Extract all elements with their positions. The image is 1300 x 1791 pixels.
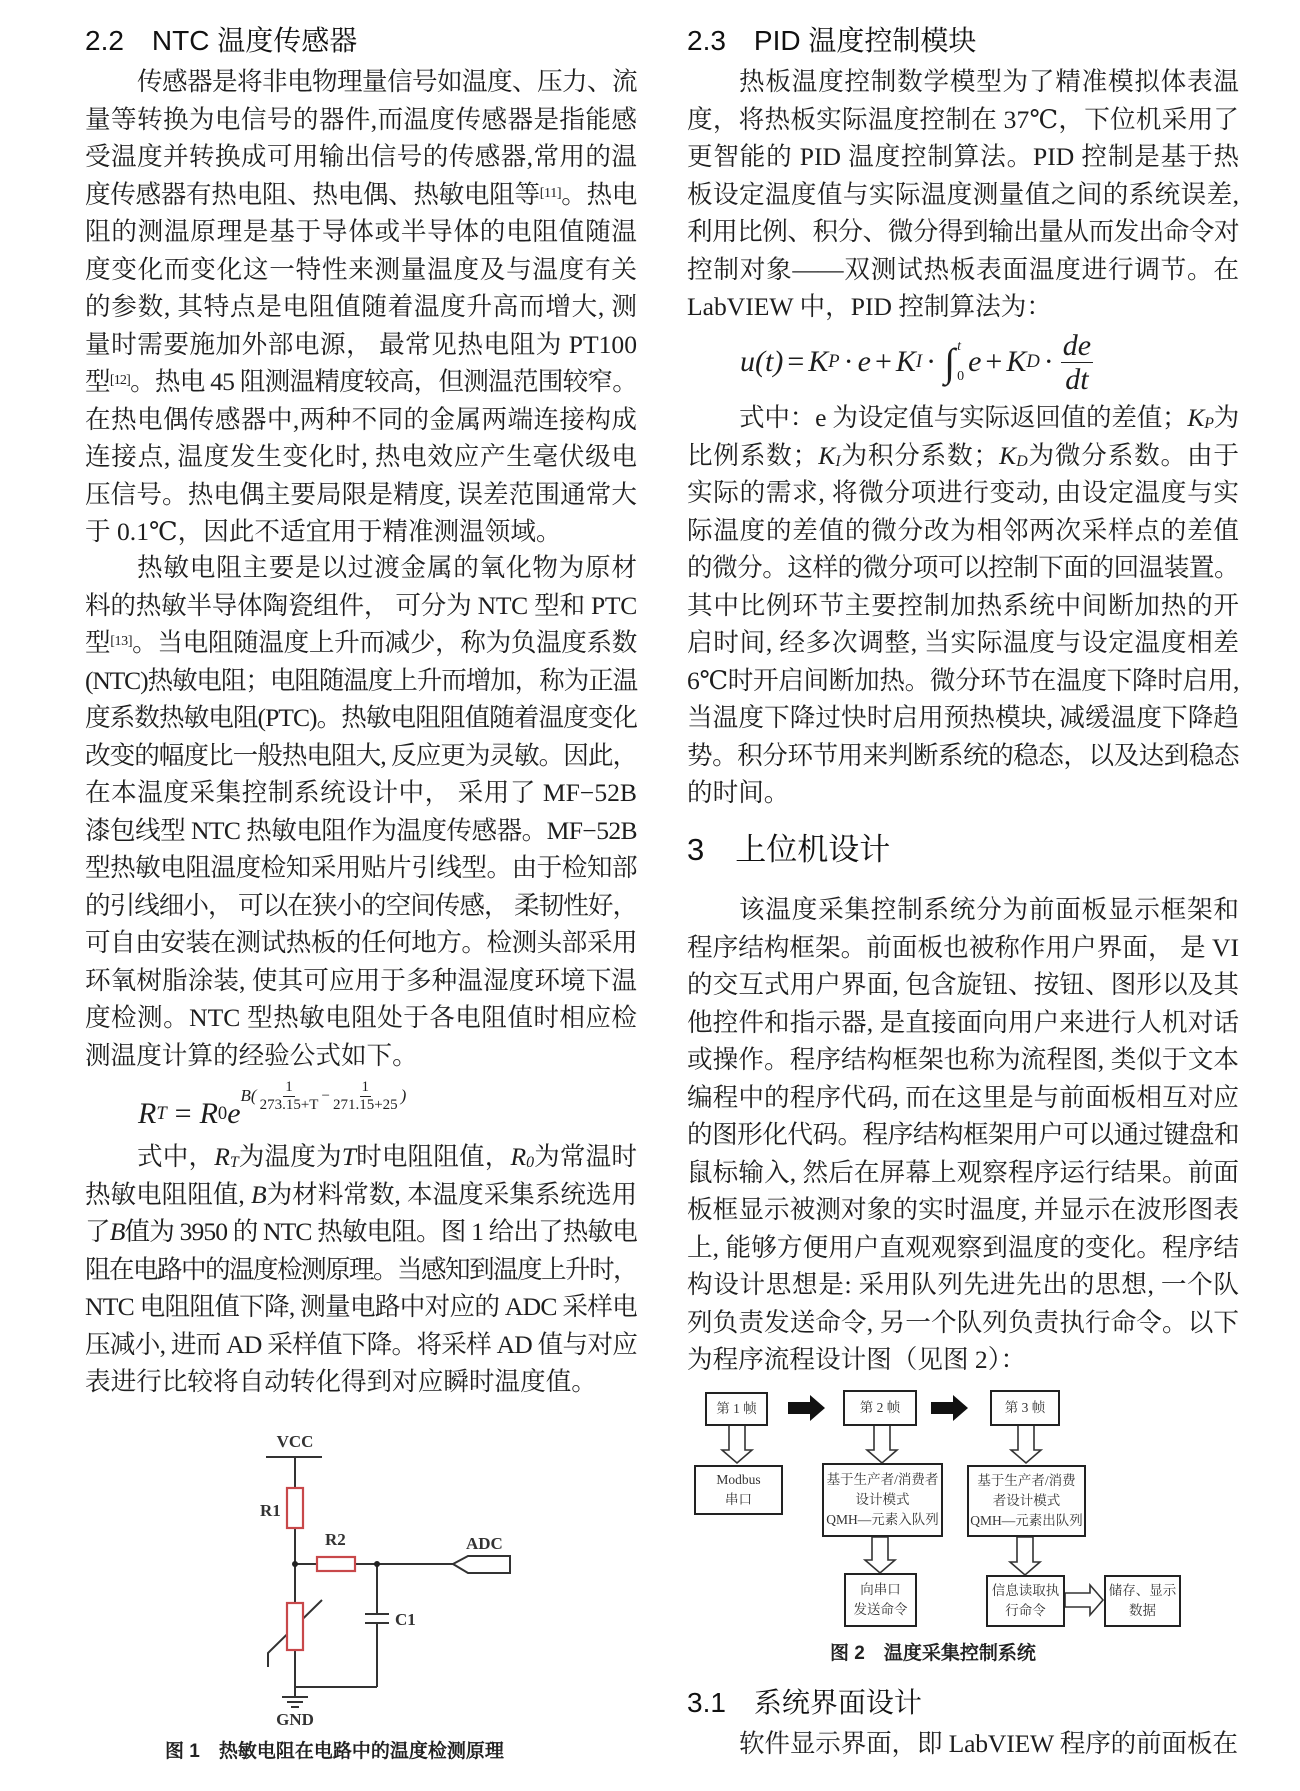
text-line bbox=[85, 288, 637, 326]
text-segment: 该温度采集控制系统分为前面板显示框架和 bbox=[739, 895, 1239, 924]
text-segment: 阻的测温原理是基于导体或半导体的电阻值随温 bbox=[85, 217, 637, 246]
hollow-down-arrow-icon bbox=[1011, 1425, 1041, 1463]
formula-operator: = bbox=[787, 345, 805, 378]
text-line bbox=[687, 437, 1239, 475]
text-segment: 度，将热板实际温度控制在 37℃，下位机采用了 bbox=[687, 104, 1239, 134]
formula-operator: + bbox=[874, 345, 892, 378]
flowchart-box-send bbox=[844, 1573, 917, 1627]
lower-limit: 0 bbox=[957, 369, 965, 384]
citation-reference: [13] bbox=[110, 633, 133, 650]
text-segment: 度系数热敏电阻(PTC)。热敏电阻阻值随着温度变化 bbox=[85, 703, 637, 732]
text-segment: 热敏电阻阻值, bbox=[85, 1179, 251, 1209]
text-segment: 更智能的 PID 温度控制算法。PID 控制是基于热 bbox=[687, 142, 1239, 171]
text-line bbox=[687, 1229, 1239, 1267]
text-line bbox=[85, 401, 637, 439]
text-segment: 为材料常数, 本温度采集系统选用 bbox=[266, 1179, 637, 1209]
hollow-down-arrow-icon bbox=[722, 1425, 752, 1463]
hollow-right-arrow-icon bbox=[1065, 1585, 1103, 1615]
text-line bbox=[687, 101, 1239, 139]
text-segment: 的时间。 bbox=[687, 778, 790, 807]
hollow-down-arrow-icon bbox=[1010, 1537, 1040, 1575]
text-line bbox=[687, 1041, 1239, 1079]
text-segment: 。热电 45 阻测温精度较高，但测温范围较窄。 bbox=[130, 367, 638, 396]
text-line bbox=[85, 213, 637, 251]
text-line bbox=[85, 476, 637, 514]
text-line bbox=[687, 624, 1239, 662]
circuit-diagram bbox=[150, 1420, 600, 1730]
text-line bbox=[85, 1326, 637, 1364]
text-line bbox=[85, 101, 637, 139]
text-segment: 的交互式用户界面, 包含旋钮、按钮、图形以及其 bbox=[687, 970, 1239, 999]
text-line bbox=[85, 699, 637, 737]
text-line bbox=[85, 999, 637, 1037]
text-segment: 列负责发送命令, 另一个队列负责执行命令。以下 bbox=[687, 1307, 1239, 1337]
text-line bbox=[687, 474, 1239, 512]
flowchart-box-modbus bbox=[694, 1465, 783, 1515]
box-text-line: 者设计模式 bbox=[992, 1493, 1061, 1508]
math-variable: K bbox=[818, 440, 836, 470]
fraction bbox=[1061, 329, 1093, 396]
junction bbox=[374, 1561, 380, 1567]
box-text-line: Modbus bbox=[716, 1472, 761, 1487]
text-segment: 于 0.1℃，因此不适宜用于精准测温领域。 bbox=[85, 517, 562, 546]
math-variable: K bbox=[999, 440, 1017, 470]
text-line bbox=[687, 1079, 1239, 1117]
text-segment: 利用比例、积分、微分得到输出量从而发出命令对 bbox=[687, 217, 1239, 246]
text-line bbox=[687, 699, 1239, 737]
r1-label: R1 bbox=[260, 1501, 281, 1520]
section-heading-3: 3 上位机设计 bbox=[687, 832, 891, 867]
formula-subscript: 0 bbox=[217, 1103, 228, 1124]
flowchart-box-frame2 bbox=[843, 1390, 917, 1426]
vcc-label: VCC bbox=[276, 1432, 314, 1451]
text-segment: 量等转换为电信号的器件,而温度传感器是指能感 bbox=[85, 104, 637, 134]
flowchart-box-read bbox=[986, 1575, 1065, 1627]
text-line bbox=[85, 849, 637, 887]
text-line bbox=[85, 326, 637, 364]
math-variable: T bbox=[341, 1142, 356, 1171]
numerator: 1 bbox=[285, 1079, 293, 1095]
text-segment: 式中， bbox=[137, 1142, 215, 1171]
formula-operator: + bbox=[985, 345, 1003, 378]
section-heading-2-3: 2.3 PID 温度控制模块 bbox=[687, 25, 977, 56]
text-line bbox=[687, 138, 1239, 176]
box-text-line: 数据 bbox=[1129, 1603, 1156, 1618]
text-segment: 鼠标输入, 然后在屏幕上观察程序运行结果。前面 bbox=[687, 1157, 1239, 1187]
text-segment: 板框显示被测对象的实时温度, 并显示在波形图表 bbox=[687, 1195, 1239, 1224]
text-segment: 测温度计算的经验公式如下。 bbox=[85, 1040, 418, 1070]
figure-1-caption: 图 1 热敏电阻在电路中的温度检测原理 bbox=[165, 1741, 504, 1762]
citation-reference: [11] bbox=[539, 184, 562, 201]
text-line bbox=[85, 251, 637, 289]
text-line bbox=[687, 512, 1239, 550]
math-variable: R bbox=[214, 1142, 230, 1171]
text-segment: 连接点, 温度发生变化时, 热电效应产生毫伏级电 bbox=[85, 442, 637, 471]
text-line bbox=[687, 176, 1239, 214]
section-heading-2-2: 2.2 NTC 温度传感器 bbox=[85, 25, 358, 56]
box-text-line: 第 1 帧 bbox=[716, 1401, 757, 1416]
box-text-line: 第 3 帧 bbox=[1004, 1400, 1046, 1415]
text-line bbox=[85, 737, 637, 775]
text-segment: 时电阻阻值， bbox=[355, 1142, 511, 1171]
formula-symbol: e bbox=[968, 345, 982, 378]
text-segment: 启时间, 经多次调整, 当实际温度与设定温度相差 bbox=[687, 628, 1239, 657]
text-segment: 为积分系数； bbox=[840, 440, 1000, 470]
text-line bbox=[85, 924, 637, 962]
denominator: 273.15+T bbox=[259, 1096, 319, 1113]
text-segment: 在热电偶传感器中,两种不同的金属两端连接构成 bbox=[85, 404, 637, 434]
text-segment: 在本温度采集控制系统设计中， 采用了 MF−52B bbox=[85, 778, 637, 807]
text-line bbox=[137, 549, 637, 587]
resistor-r2 bbox=[317, 1557, 355, 1571]
text-line bbox=[687, 213, 1239, 251]
math-variable: R bbox=[510, 1142, 527, 1171]
text-line bbox=[85, 1251, 637, 1289]
box-text-line: 第 2 帧 bbox=[859, 1400, 901, 1415]
text-segment: 。当电阻随温度上升而减少，称为负温度系数 bbox=[132, 628, 637, 657]
text-line bbox=[85, 138, 637, 176]
formula-operator: · bbox=[926, 345, 937, 378]
box-text-line: 行命令 bbox=[1005, 1603, 1046, 1618]
hollow-down-arrow-icon bbox=[867, 1425, 897, 1463]
box-text-line: 储存、显示 bbox=[1108, 1583, 1177, 1598]
text-segment: LabVIEW 中，PID 控制算法为： bbox=[687, 292, 1052, 321]
text-segment: 式中：e 为设定值与实际返回值的差值； bbox=[739, 403, 1188, 432]
text-segment: 6℃时开启间断加热。微分环节在温度下降时启用, bbox=[687, 665, 1239, 695]
text-segment: 型 bbox=[85, 367, 110, 396]
text-segment: 软件显示界面，即 LabVIEW 程序的前面板在 bbox=[739, 1729, 1238, 1758]
text-segment: (NTC)热敏电阻；电阻随温度上升而增加，称为正温 bbox=[85, 665, 637, 695]
box-text-line: 向串口 bbox=[860, 1582, 901, 1597]
text-line bbox=[687, 1154, 1239, 1192]
text-segment: 其中比例环节主要控制加热系统中间断加热的开 bbox=[687, 590, 1239, 620]
text-segment: 当温度下降过快时启用预热模块, 减缓温度下降趋 bbox=[687, 703, 1239, 732]
text-segment: 阻在电路中的温度检测原理。当感知到温度上升时， bbox=[85, 1254, 637, 1284]
flowchart-box-store bbox=[1104, 1575, 1181, 1627]
text-line bbox=[85, 1363, 637, 1401]
text-segment: 为温度为 bbox=[238, 1142, 342, 1171]
figure-2-caption: 图 2 温度采集控制系统 bbox=[830, 1643, 1036, 1664]
text-segment: 的图形化代码。程序结构框架用户可以通过键盘和 bbox=[687, 1120, 1239, 1149]
text-line bbox=[85, 363, 637, 401]
text-segment: 热敏电阻主要是以过渡金属的氧化物为原材 bbox=[137, 553, 637, 582]
text-line bbox=[687, 929, 1239, 967]
pid-formula bbox=[740, 326, 1096, 398]
flowchart-box-dequeue bbox=[967, 1465, 1086, 1537]
text-segment: 或操作。程序结构框架也称为流程图, 类似于文本 bbox=[687, 1045, 1239, 1074]
text-line bbox=[687, 288, 1239, 326]
formula-symbol: R bbox=[199, 1097, 218, 1130]
text-line bbox=[85, 1288, 637, 1326]
ntc-thermistor bbox=[287, 1603, 303, 1650]
text-segment: 值为 3950 的 NTC 热敏电阻。图 1 给出了热敏电 bbox=[124, 1217, 637, 1246]
text-segment: 的参数, 其特点是电阻值随着温度升高而增大, 测 bbox=[85, 292, 637, 321]
formula-operator: · bbox=[1043, 345, 1054, 378]
math-subscript: 0 bbox=[526, 1153, 535, 1171]
formula-operator: − bbox=[321, 1087, 330, 1104]
flowchart-box-frame3 bbox=[990, 1390, 1060, 1426]
math-subscript: P bbox=[1204, 414, 1214, 432]
junction bbox=[292, 1561, 298, 1567]
text-line bbox=[687, 1004, 1239, 1042]
box-text-line: 基于生产者/消费者 bbox=[826, 1472, 939, 1487]
text-segment: 为 bbox=[1213, 403, 1239, 432]
integral-sign: ∫ bbox=[944, 339, 956, 385]
c1-label: C1 bbox=[395, 1610, 416, 1629]
text-segment: 传感器是将非电物理量信号如温度、压力、流 bbox=[137, 67, 637, 96]
text-line bbox=[687, 1341, 1239, 1379]
text-segment: 度变化而变化这一特性来测量温度及与温度有关 bbox=[85, 254, 637, 284]
ntc-formula bbox=[138, 1079, 407, 1138]
upper-limit: t bbox=[957, 339, 961, 354]
text-segment: 实际的需求, 将微分项进行变动, 由设定温度与实 bbox=[687, 478, 1239, 507]
text-line bbox=[85, 662, 637, 700]
text-segment: 漆包线型 NTC 热敏电阻作为温度传感器。MF−52B bbox=[85, 815, 637, 845]
text-line bbox=[687, 662, 1239, 700]
text-segment: 的引线细小， 可以在狭小的空间传感， 柔韧性好， bbox=[85, 890, 637, 920]
formula-symbol: K bbox=[895, 345, 916, 378]
text-line bbox=[687, 587, 1239, 625]
text-line bbox=[687, 1304, 1239, 1342]
box-text-line: 设计模式 bbox=[855, 1492, 910, 1507]
formula-symbol: u(t) bbox=[740, 345, 784, 378]
math-variable: B bbox=[109, 1217, 125, 1246]
text-line bbox=[85, 1213, 637, 1251]
text-segment: 料的热敏半导体陶瓷组件， 可分为 NTC 型和 PTC bbox=[85, 590, 637, 620]
integral-limits bbox=[957, 339, 964, 385]
text-line bbox=[85, 624, 637, 662]
text-segment: 压减小, 进而 AD 采样值下降。将采样 AD 值与对应 bbox=[85, 1329, 637, 1359]
formula-subscript: D bbox=[1026, 351, 1040, 372]
box-text-line: 串口 bbox=[725, 1492, 752, 1507]
fraction bbox=[260, 1079, 319, 1113]
text-segment: 上, 能够方便用户直观观察到温度的变化。程序结 bbox=[687, 1232, 1239, 1262]
text-segment: 改变的幅度比一般热电阻大, 反应更为灵敏。因此， bbox=[85, 740, 637, 770]
text-segment: 环氧树脂涂装, 使其可应用于多种温湿度环境下温 bbox=[85, 965, 637, 995]
text-line bbox=[85, 1037, 637, 1075]
text-line bbox=[687, 251, 1239, 289]
citation-reference: [12] bbox=[109, 372, 131, 389]
formula-subscript: I bbox=[915, 351, 923, 372]
text-segment: 际温度的差值的微分改为相邻两次采样点的差值 bbox=[687, 515, 1239, 545]
math-subscript: D bbox=[1016, 452, 1028, 470]
text-line bbox=[739, 1725, 1239, 1763]
text-segment: 型 bbox=[85, 628, 111, 657]
text-segment: 。热电 bbox=[561, 179, 638, 209]
text-segment: 量时需要施加外部电源， 最常见热电阻为 PT100 bbox=[85, 329, 637, 359]
text-segment: 他控件和指示器, 是直接面向用户来进行人机对话 bbox=[687, 1007, 1239, 1037]
text-line bbox=[687, 737, 1239, 775]
denominator: 271.15+25 bbox=[332, 1096, 398, 1113]
formula-symbol: K bbox=[1006, 345, 1027, 378]
text-line bbox=[85, 812, 637, 850]
text-line bbox=[85, 587, 637, 625]
flowchart-box-frame1 bbox=[705, 1392, 768, 1426]
resistor-r1 bbox=[287, 1488, 303, 1528]
text-line bbox=[687, 966, 1239, 1004]
text-segment: 为常温时 bbox=[534, 1142, 637, 1171]
text-segment: 板设定温度值与实际温度测量值之间的系统误差, bbox=[687, 179, 1239, 209]
numerator: 1 bbox=[361, 1079, 370, 1095]
formula-subscript: T bbox=[156, 1103, 167, 1124]
formula-symbol: R bbox=[138, 1097, 157, 1130]
adc-port bbox=[453, 1556, 510, 1573]
text-segment: 了 bbox=[85, 1217, 110, 1246]
flowchart-box-enqueue bbox=[822, 1463, 943, 1537]
text-line bbox=[687, 1116, 1239, 1154]
box-text-line: 信息读取执 bbox=[991, 1583, 1060, 1598]
text-segment: 势。积分环节用来判断系统的稳态，以及达到稳态 bbox=[687, 740, 1239, 770]
box-text-line: QMH—元素出队列 bbox=[970, 1513, 1083, 1528]
math-variable: B bbox=[251, 1179, 267, 1209]
section-heading-3-1: 3.1 系统界面设计 bbox=[687, 1687, 922, 1718]
text-line bbox=[739, 399, 1239, 437]
text-line bbox=[85, 176, 637, 214]
formula-symbol: e bbox=[227, 1097, 241, 1130]
math-variable: K bbox=[1187, 403, 1205, 432]
text-segment: 程序结构框架。前面板也被称作用户界面， 是 VI bbox=[687, 932, 1239, 962]
math-subscript: I bbox=[835, 452, 841, 470]
box-text-line: 基于生产者/消费 bbox=[977, 1473, 1076, 1488]
text-segment: 为微分系数。由于 bbox=[1027, 440, 1239, 470]
text-segment: 度传感器有热电阻、热电偶、热敏电阻等 bbox=[85, 179, 540, 209]
r2-label: R2 bbox=[325, 1530, 346, 1549]
text-line bbox=[739, 891, 1239, 929]
text-line bbox=[85, 887, 637, 925]
formula-symbol: K bbox=[808, 345, 829, 378]
text-segment: 压信号。热电偶主要局限是精度, 误差范围通常大 bbox=[85, 479, 637, 509]
hollow-down-arrow-icon bbox=[865, 1537, 895, 1573]
text-segment: 热板温度控制数学模型为了精准模拟体表温 bbox=[739, 67, 1239, 96]
gnd-label: GND bbox=[276, 1710, 314, 1729]
solid-arrow-icon bbox=[788, 1395, 825, 1421]
numerator: de bbox=[1062, 328, 1092, 362]
text-segment: 为程序流程设计图（见图 2）： bbox=[687, 1345, 1027, 1374]
text-segment: 型热敏电阻温度检知采用贴片引线型。由于检知部 bbox=[85, 853, 637, 882]
text-segment: 构设计思想是: 采用队列先进先出的思想, 一个队 bbox=[687, 1270, 1239, 1299]
text-segment: 度检测。NTC 型热敏电阻处于各电阻值时相应检 bbox=[85, 1003, 637, 1032]
text-line bbox=[85, 513, 637, 551]
math-subscript: T bbox=[229, 1153, 239, 1171]
text-segment: 比例系数； bbox=[687, 440, 819, 470]
box-text-line: 发送命令 bbox=[853, 1602, 908, 1617]
text-segment: 控制对象——双测试热板表面温度进行调节。在 bbox=[687, 254, 1239, 284]
text-line bbox=[687, 1266, 1239, 1304]
fraction bbox=[333, 1079, 398, 1113]
box-text-line: QMH—元素入队列 bbox=[826, 1512, 939, 1527]
text-segment: 的微分。这样的微分项可以控制下面的回温装置。 bbox=[687, 553, 1239, 582]
formula-exponent bbox=[241, 1079, 407, 1113]
text-line bbox=[85, 774, 637, 812]
formula-operator: · bbox=[843, 345, 854, 378]
text-segment: 表进行比较将自动转化得到对应瞬时温度值。 bbox=[85, 1367, 597, 1396]
text-segment: 编程中的程序代码, 而在这里是与前面板相互对应 bbox=[687, 1082, 1239, 1112]
text-segment: 可自由安装在测试热板的任何地方。检测头部采用 bbox=[85, 928, 637, 957]
formula-symbol: e bbox=[857, 345, 871, 378]
formula-operator: = bbox=[174, 1097, 192, 1130]
text-line bbox=[85, 438, 637, 476]
formula-subscript: P bbox=[828, 351, 840, 372]
text-line bbox=[687, 549, 1239, 587]
solid-arrow-icon bbox=[931, 1395, 968, 1421]
text-segment: 受温度并转换成可用输出信号的传感器,常用的温 bbox=[85, 142, 637, 171]
text-line bbox=[739, 63, 1239, 101]
text-line bbox=[687, 1191, 1239, 1229]
text-line bbox=[137, 1138, 637, 1176]
text-line bbox=[687, 774, 1239, 812]
text-line bbox=[85, 1176, 637, 1214]
formula-text: ) bbox=[400, 1086, 407, 1105]
text-line bbox=[137, 63, 637, 101]
text-segment: NTC 电阻阻值下降, 测量电路中对应的 ADC 采样电 bbox=[85, 1292, 637, 1321]
denominator: dt bbox=[1065, 362, 1089, 396]
adc-label: ADC bbox=[466, 1534, 503, 1553]
text-line bbox=[85, 962, 637, 1000]
formula-text: B( bbox=[240, 1086, 257, 1105]
